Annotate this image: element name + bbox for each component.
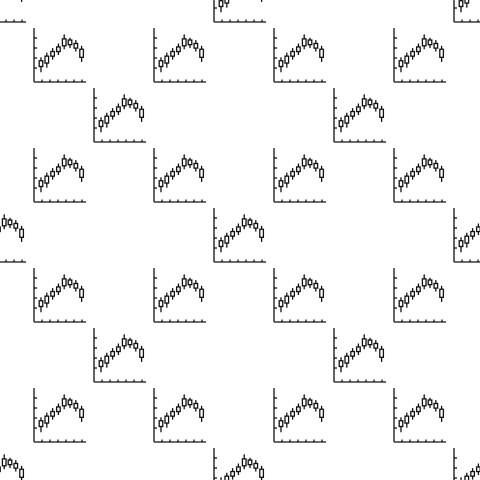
candle-body xyxy=(405,416,409,423)
candle-body xyxy=(308,400,312,405)
candle-body xyxy=(159,421,163,427)
candle-body xyxy=(182,399,186,406)
candle-body xyxy=(411,52,415,57)
candle-body xyxy=(200,289,204,297)
candle-body xyxy=(225,236,229,243)
candle-body xyxy=(51,412,55,417)
candle-body xyxy=(314,404,318,409)
candle-body xyxy=(422,279,426,286)
candle-body xyxy=(231,232,235,237)
candle-body xyxy=(459,241,463,247)
candle-body xyxy=(140,349,144,357)
candle-body xyxy=(117,107,121,112)
candle-body xyxy=(194,404,198,409)
candle-body xyxy=(428,280,432,285)
candle-body xyxy=(399,301,403,307)
candle-body xyxy=(105,356,109,363)
candle-body xyxy=(2,219,6,226)
candle-body xyxy=(465,476,469,480)
candle-body xyxy=(422,159,426,166)
candle-body xyxy=(339,361,343,367)
candle-body xyxy=(200,49,204,57)
candle-body xyxy=(57,287,61,292)
candle-body xyxy=(134,344,138,349)
candle-body xyxy=(308,280,312,285)
candle-body xyxy=(8,460,12,465)
candle-body xyxy=(345,116,349,123)
candle-body xyxy=(105,116,109,123)
candle-body xyxy=(362,339,366,346)
candle-body xyxy=(51,172,55,177)
candle-body xyxy=(422,39,426,46)
candle-body xyxy=(200,169,204,177)
candle-body xyxy=(74,284,78,289)
candle-body xyxy=(8,220,12,225)
candle-body xyxy=(80,169,84,177)
candle-body xyxy=(128,340,132,345)
candle-body xyxy=(62,159,66,166)
candle-body xyxy=(242,459,246,466)
candle-body xyxy=(345,356,349,363)
candle-body xyxy=(99,121,103,127)
candle-body xyxy=(308,160,312,165)
candle-body xyxy=(417,167,421,172)
candle-body xyxy=(285,176,289,183)
candle-body xyxy=(134,104,138,109)
candle-body xyxy=(122,339,126,346)
candle-body xyxy=(62,279,66,286)
candle-body xyxy=(68,160,72,165)
candle-body xyxy=(399,61,403,67)
candle-body xyxy=(165,176,169,183)
candle-body xyxy=(279,61,283,67)
candle-body xyxy=(159,181,163,187)
candle-body xyxy=(248,460,252,465)
candle-body xyxy=(339,121,343,127)
candle-body xyxy=(440,49,444,57)
candle-body xyxy=(80,409,84,417)
candle-body xyxy=(320,409,324,417)
candle-body xyxy=(320,289,324,297)
candle-body xyxy=(171,292,175,297)
candle-body xyxy=(68,280,72,285)
candle-body xyxy=(477,227,480,232)
candle-body xyxy=(368,100,372,105)
candle-body xyxy=(74,164,78,169)
candle-body xyxy=(117,347,121,352)
candle-body xyxy=(302,39,306,46)
candle-body xyxy=(140,109,144,117)
candle-body xyxy=(440,289,444,297)
candle-body xyxy=(399,181,403,187)
candle-body xyxy=(380,109,384,117)
candle-body xyxy=(2,459,6,466)
candle-body xyxy=(380,349,384,357)
candle-body xyxy=(80,289,84,297)
candle-body xyxy=(225,0,229,3)
candle-body xyxy=(428,400,432,405)
candle-body xyxy=(260,229,264,237)
candle-body xyxy=(477,467,480,472)
candle-body xyxy=(242,219,246,226)
candle-body xyxy=(194,284,198,289)
candle-body xyxy=(188,40,192,45)
candle-body xyxy=(302,279,306,286)
candle-body xyxy=(254,464,258,469)
candle-body xyxy=(165,416,169,423)
candle-body xyxy=(314,44,318,49)
candle-body xyxy=(159,61,163,67)
candle-body xyxy=(434,404,438,409)
candle-body xyxy=(45,56,49,63)
candle-body xyxy=(165,296,169,303)
candle-body xyxy=(279,421,283,427)
candle-body xyxy=(177,167,181,172)
candle-body xyxy=(417,407,421,412)
candle-body xyxy=(417,47,421,52)
candle-body xyxy=(80,49,84,57)
candle-body xyxy=(182,159,186,166)
candle-body xyxy=(219,1,223,7)
candle-body xyxy=(291,52,295,57)
candle-body xyxy=(279,301,283,307)
candle-body xyxy=(200,409,204,417)
candle-body xyxy=(57,47,61,52)
candle-body xyxy=(14,464,18,469)
candle-body xyxy=(188,160,192,165)
candle-body xyxy=(99,361,103,367)
candle-body xyxy=(171,52,175,57)
candle-body xyxy=(62,39,66,46)
candle-body xyxy=(45,176,49,183)
candle-body xyxy=(39,181,43,187)
candle-body xyxy=(434,284,438,289)
candle-body xyxy=(362,99,366,106)
candle-body xyxy=(254,224,258,229)
candle-body xyxy=(297,407,301,412)
candle-body xyxy=(405,296,409,303)
candle-body xyxy=(405,56,409,63)
candle-body xyxy=(237,227,241,232)
candle-body xyxy=(302,399,306,406)
candle-body xyxy=(39,301,43,307)
candle-body xyxy=(51,292,55,297)
candle-body xyxy=(165,56,169,63)
candle-body xyxy=(57,407,61,412)
candle-body xyxy=(279,181,283,187)
candle-body xyxy=(351,352,355,357)
candle-body xyxy=(405,176,409,183)
candle-body xyxy=(411,292,415,297)
candle-body xyxy=(231,472,235,477)
candle-body xyxy=(171,172,175,177)
candle-body xyxy=(320,49,324,57)
candle-body xyxy=(411,412,415,417)
candle-body xyxy=(440,409,444,417)
candle-body xyxy=(188,400,192,405)
candle-body xyxy=(308,40,312,45)
candle-body xyxy=(219,241,223,247)
candle-body xyxy=(188,280,192,285)
candle-body xyxy=(374,104,378,109)
candle-body xyxy=(297,167,301,172)
candle-body xyxy=(434,164,438,169)
candle-body xyxy=(182,39,186,46)
candle-body xyxy=(57,167,61,172)
candle-body xyxy=(182,279,186,286)
candle-body xyxy=(471,232,475,237)
candle-body xyxy=(177,47,181,52)
candle-body xyxy=(465,236,469,243)
candle-body xyxy=(285,296,289,303)
candle-body xyxy=(20,469,24,477)
candle-body xyxy=(111,112,115,117)
candle-body xyxy=(357,107,361,112)
candle-body xyxy=(45,296,49,303)
candle-body xyxy=(248,220,252,225)
candle-body xyxy=(285,416,289,423)
candle-body xyxy=(68,400,72,405)
candle-body xyxy=(411,172,415,177)
candle-body xyxy=(399,421,403,427)
candle-body xyxy=(428,160,432,165)
candle-body xyxy=(74,44,78,49)
candle-body xyxy=(159,301,163,307)
candle-body xyxy=(39,421,43,427)
candle-body xyxy=(320,169,324,177)
candle-body xyxy=(194,44,198,49)
candle-body xyxy=(177,287,181,292)
candle-body xyxy=(291,292,295,297)
candle-body xyxy=(74,404,78,409)
candle-body xyxy=(302,159,306,166)
candle-body xyxy=(171,412,175,417)
candle-body xyxy=(471,472,475,477)
candle-body xyxy=(351,112,355,117)
candle-body xyxy=(194,164,198,169)
candle-body xyxy=(440,169,444,177)
candle-body xyxy=(20,229,24,237)
candle-body xyxy=(357,347,361,352)
candle-body xyxy=(417,287,421,292)
candle-body xyxy=(285,56,289,63)
candle-body xyxy=(428,40,432,45)
candle-body xyxy=(128,100,132,105)
candle-body xyxy=(314,164,318,169)
candle-body xyxy=(422,399,426,406)
candle-body xyxy=(465,0,469,3)
candle-body xyxy=(68,40,72,45)
candle-body xyxy=(51,52,55,57)
candle-body xyxy=(177,407,181,412)
candle-body xyxy=(291,412,295,417)
candle-body xyxy=(368,340,372,345)
candle-body xyxy=(237,467,241,472)
candle-body xyxy=(314,284,318,289)
candle-body xyxy=(14,224,18,229)
candle-body xyxy=(111,352,115,357)
candle-body xyxy=(434,44,438,49)
candle-body xyxy=(459,1,463,7)
candle-body xyxy=(39,61,43,67)
candle-body xyxy=(291,172,295,177)
candle-body xyxy=(62,399,66,406)
candle-body xyxy=(297,287,301,292)
candle-body xyxy=(45,416,49,423)
candle-body xyxy=(225,476,229,480)
candle-body xyxy=(260,469,264,477)
candle-body xyxy=(374,344,378,349)
candle-body xyxy=(122,99,126,106)
candle-body xyxy=(297,47,301,52)
